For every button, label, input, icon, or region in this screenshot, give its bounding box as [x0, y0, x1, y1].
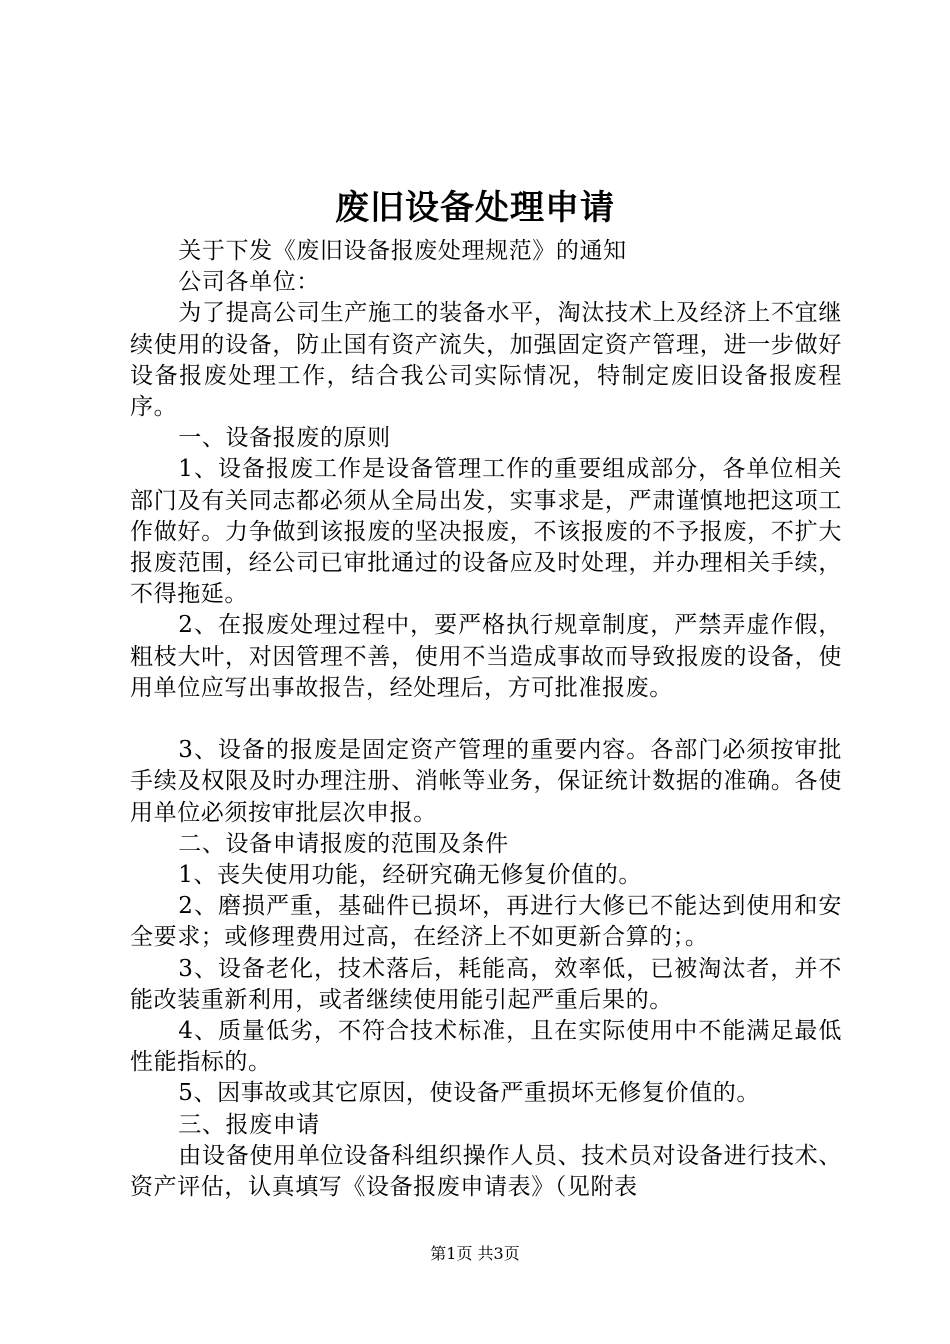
notice-heading: 关于下发《废旧设备报废处理规范》的通知 — [178, 238, 627, 264]
section-heading-application: 三、报废申请 — [178, 1111, 320, 1138]
blank-line — [130, 704, 842, 735]
intro-paragraph: 为了提高公司生产施工的装备水平，淘汰技术上及经济上不宜继续使用的设备，防止国有资产流失，加强固定资产管理，进一步做好设备报废处理工作，结合我公司实际情况，特制定废旧设备报废程序。 — [130, 300, 842, 421]
scope-item-1: 1、丧失使用功能，经研究确无修复价值的。 — [178, 862, 642, 889]
section-heading-scope: 二、设备申请报废的范围及条件 — [178, 830, 509, 857]
salutation: 公司各单位： — [178, 269, 320, 296]
document-title: 废旧设备处理申请 — [335, 188, 615, 228]
document-body — [130, 236, 842, 1203]
page-footer: 第1页 共3页 — [430, 1244, 520, 1263]
scope-item-4: 4、质量低劣，不符合技术标准，且在实际使用中不能满足最低性能指标的。 — [130, 1018, 842, 1076]
scope-item-2: 2、磨损严重，基础件已损坏，再进行大修已不能达到使用和安全要求；或修理费用过高，在经济上不如更新合算的；。 — [130, 893, 842, 951]
principle-item-3: 3、设备的报废是固定资产管理的重要内容。各部门必须按审批手续及权限及时办理注册、消帐等业务，保证统计数据的准确。各使用单位必须按审批层次申报。 — [130, 737, 842, 826]
principle-item-2: 2、在报废处理过程中，要严格执行规章制度，严禁弄虚作假，粗枝大叶，对因管理不善，使用不当造成事故而导致报废的设备，使用单位应写出事故报告，经处理后，方可批准报废。 — [130, 612, 842, 701]
section-heading-principles: 一、设备报废的原则 — [178, 425, 391, 452]
scope-item-5: 5、因事故或其它原因，使设备严重损坏无修复价值的。 — [178, 1080, 760, 1107]
application-paragraph: 由设备使用单位设备科组织操作人员、技术员对设备进行技术、资产评估，认真填写《设备报废申请表》（见附表 — [130, 1142, 842, 1201]
principle-item-1: 1、设备报废工作是设备管理工作的重要组成部分，各单位相关部门及有关同志都必须从全局出发，实事求是，严肃谨慎地把这项工作做好。力争做到该报废的坚决报废，不该报废的不予报废，不扩大报废范围，经公司已审批通过的设备应及时处理，并办理相关手续，不得拖延。 — [130, 456, 842, 608]
scope-item-3: 3、设备老化，技术落后，耗能高，效率低，已被淘汰者，并不能改装重新利用，或者继续使用能引起严重后果的。 — [130, 955, 842, 1013]
